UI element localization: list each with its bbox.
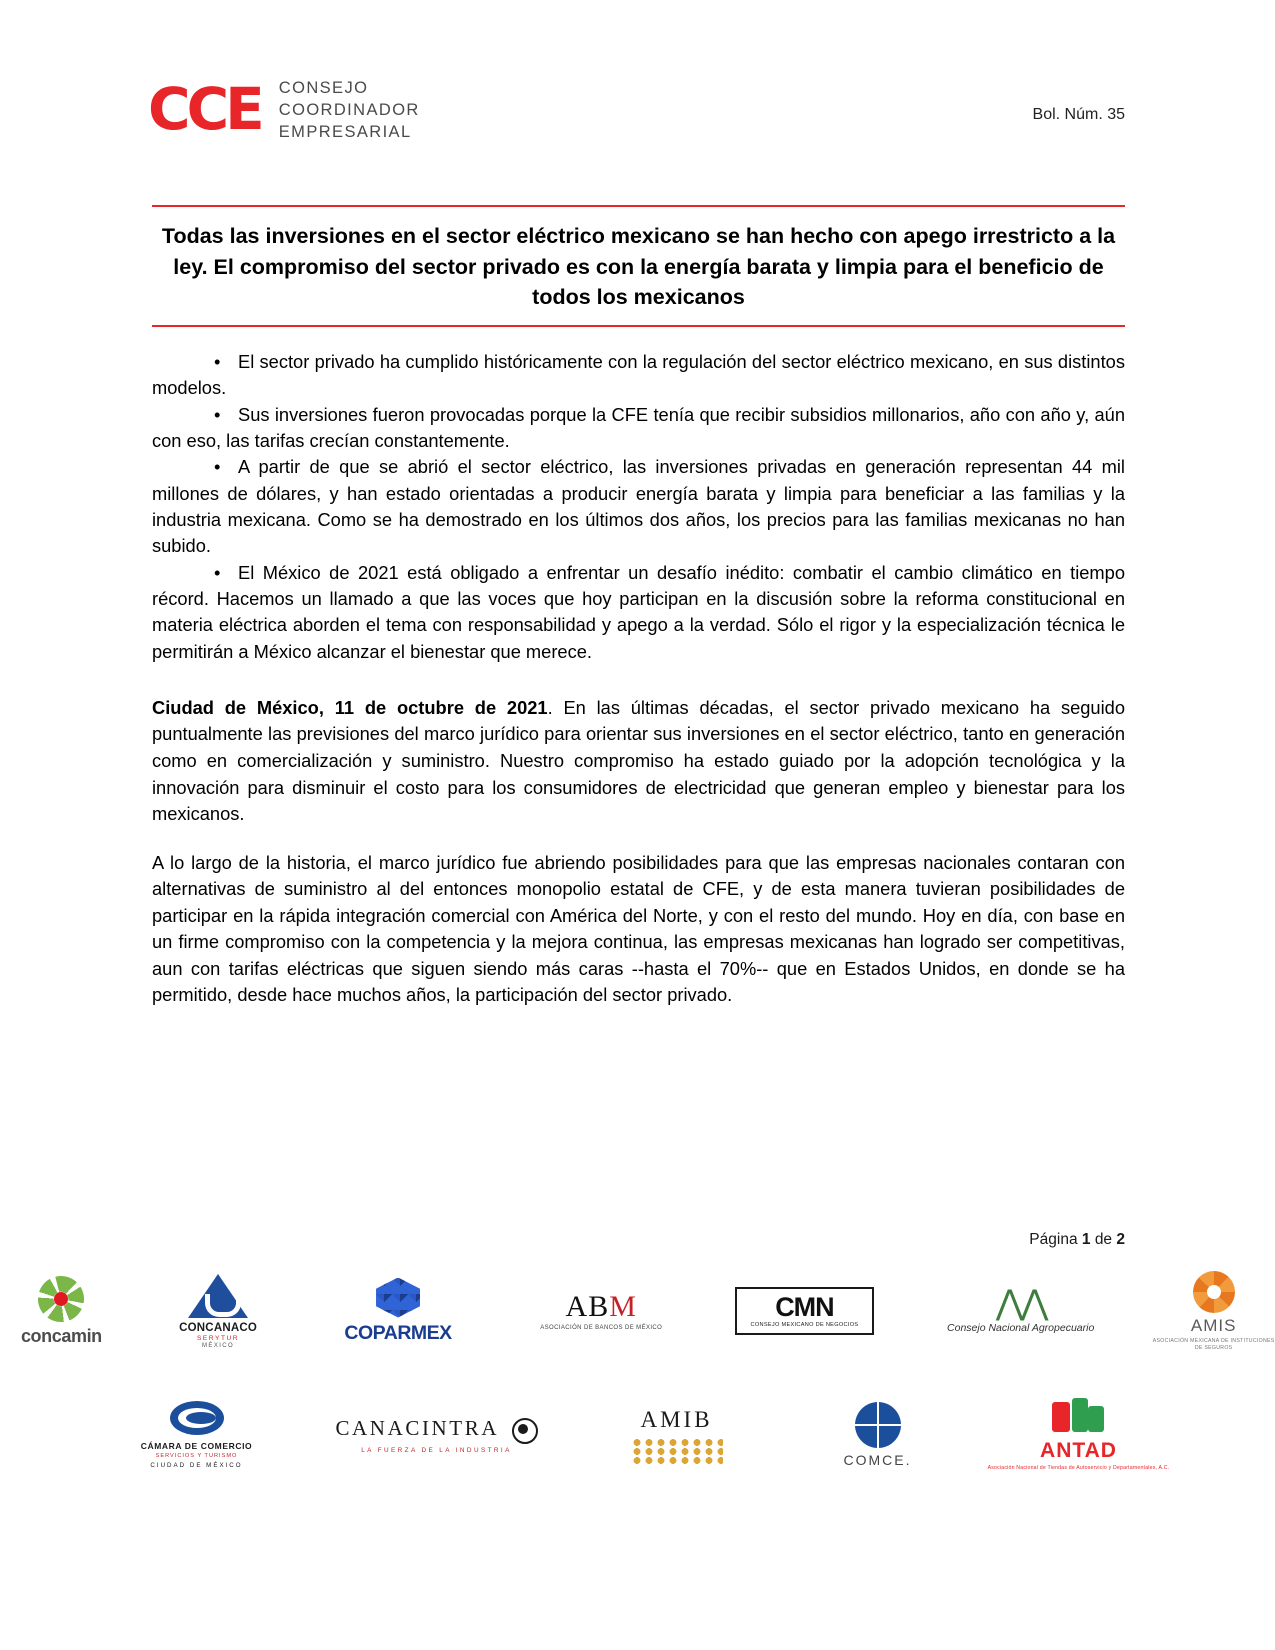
canaco-label-1: CÁMARA DE COMERCIO (140, 1441, 253, 1451)
amis-label: AMIS (1190, 1316, 1237, 1336)
comce-globe-icon (855, 1402, 901, 1448)
list-item-text: El México de 2021 está obligado a enfrentar un desafío inédito: combatir el cambio climático en tiempo récord. Hacemos un llamado a que las voces que hoy participan en la discusión sobre la reforma constitucional en materia eléctrica aborden el tema con responsabilidad y apego a la verdad. Sólo el rigor y la especialización técnica le permitirán a México alcanzar el bienestar que merece. (152, 561, 1125, 662)
logo-concamin (0, 1265, 123, 1357)
canacintra-sublabel: LA FUERZA DE LA INDUSTRIA (361, 1446, 512, 1454)
cce-logo-line-3: EMPRESARIAL (278, 122, 412, 141)
concanaco-label-3: MÉXICO (202, 1342, 235, 1349)
cmn-box (735, 1287, 875, 1335)
list-item (152, 402, 1125, 455)
antad-bars-icon (1052, 1398, 1106, 1436)
coparmex-hex-icon (376, 1278, 420, 1318)
antad-sublabel: Asociación Nacional de Tiendas de Autoservicio y Departamentales, A.C. (987, 1465, 1170, 1472)
canaco-label-3: CIUDAD DE MÉXICO (150, 1462, 243, 1469)
cmn-label: CMN (775, 1292, 834, 1323)
title-block (152, 205, 1125, 327)
canacintra-circle-icon (512, 1418, 538, 1444)
canacintra-mark (335, 1416, 537, 1444)
cce-logo (148, 74, 420, 143)
paragraph-2: A lo largo de la historia, el marco jurídico fue abriendo posibilidades para que las empresas nacionales contaran con alternativas de suministro al del entonces monopolio estatal de CFE, y de esta manera tuvieran posibilidades de participar en la rápida integración comercial con América del Norte, y con el resto del mundo. Hoy en día, con base en un firme compromiso con la competencia y la mejora continua, las empresas mexicanas han logrado ser competitivas, aun con tarifas eléctricas que siguen siendo más caras --hasta el 70%-- que en Estados Unidos, en donde se ha permitido, desde hace muchos años, la participación del sector privado. (152, 851, 1125, 1006)
amib-label: AMIB (640, 1406, 713, 1432)
list-item-text: El sector privado ha cumplido históricamente con la regulación del sector eléctrico mexicano, en sus distintos modelos. (152, 350, 1125, 399)
cce-logo-line-2: COORDINADOR (278, 100, 420, 119)
concanaco-triangle-icon (188, 1274, 248, 1318)
page-number-of: de (1094, 1231, 1113, 1248)
canaco-swirl-icon (170, 1401, 224, 1435)
logo-canacintra (332, 1389, 542, 1481)
partner-logos-row-1 (0, 1265, 1275, 1357)
logo-amis (1152, 1265, 1275, 1357)
logo-concanaco-serytur (157, 1265, 280, 1357)
comce-label: COMCE. (843, 1452, 912, 1468)
logo-consejo-nacional-agropecuario (923, 1265, 1118, 1357)
canaco-label-2: SERVICIOS Y TURISMO (155, 1453, 238, 1459)
logo-antad (988, 1389, 1170, 1481)
concamin-label: concamin (20, 1325, 102, 1346)
cna-mountains-icon: ⋀⋀ (995, 1283, 1046, 1324)
bullet-marker-icon: • (214, 350, 221, 372)
cna-label: Consejo Nacional Agropecuario (947, 1321, 1095, 1334)
list-item (152, 560, 1125, 665)
paragraph-1-text: . En las últimas décadas, el sector privado mexicano ha seguido puntualmente las previsiones del marco jurídico para orientar sus inversiones en el sector eléctrico, tanto en generación como en comercialización y suministro. Nuestro compromiso ha estado guiado por la adopción tecnológica y la innovación para disminuir el costo para los consumidores de electricidad que generan empleo y bienestar para los mexicanos. (152, 696, 1125, 825)
bullet-list (152, 349, 1125, 665)
list-item-text: Sus inversiones fueron provocadas porque la CFE tenía que recibir subsidios millonarios, año con año y, aún con eso, las tarifas crecían constantemente. (152, 403, 1125, 451)
logo-coparmex (313, 1265, 482, 1357)
logo-comce (812, 1389, 944, 1481)
page-number-total: 2 (1116, 1231, 1125, 1248)
page-number-label: Página (1029, 1231, 1078, 1248)
list-item (152, 349, 1125, 402)
bullet-marker-icon: • (214, 456, 221, 478)
logo-canaco-cdmx (106, 1389, 288, 1481)
bullet-marker-icon: • (214, 403, 221, 425)
cce-logo-words (279, 78, 420, 143)
antad-label: ANTAD (1040, 1439, 1117, 1463)
page-number (1029, 1231, 1125, 1249)
coparmex-label: COPARMEX (344, 1321, 452, 1344)
concanaco-label-1: CONCANACO (179, 1321, 257, 1334)
list-item (152, 454, 1125, 559)
page-title: Todas las inversiones en el sector eléctrico mexicano se han hecho con apego irrestricto a la ley. El compromiso del sector privado es con la energía barata y limpia para el beneficio de todos los mexicanos (161, 224, 1116, 310)
canacintra-label: CANACINTRA (335, 1416, 500, 1441)
dateline: Ciudad de México, 11 de octubre de 2021 (152, 696, 548, 718)
bullet-marker-icon: • (214, 561, 221, 583)
logo-amib (586, 1389, 768, 1481)
document-header (0, 0, 1275, 143)
logo-abm (517, 1265, 686, 1357)
amis-sublabel: ASOCIACIÓN MEXICANA DE INSTITUCIONES DE SEGUROS (1152, 1338, 1275, 1351)
list-item-text: A partir de que se abrió el sector eléctrico, las inversiones privadas en generación representan 44 mil millones de dólares, y han estado orientadas a producir energía barata y limpia para beneficiar a las familias y la industria mexicana. Como se ha demostrado en los últimos dos años, los precios para las familias mexicanas no han subido. (152, 456, 1125, 557)
concamin-gear-icon (38, 1276, 84, 1322)
logo-cmn (720, 1265, 889, 1357)
document-body (152, 349, 1125, 1009)
partner-logos-row-2 (0, 1389, 1275, 1481)
abm-mark: ABM (565, 1289, 637, 1323)
amib-dots-icon (631, 1438, 723, 1464)
abm-sublabel: ASOCIACIÓN DE BANCOS DE MÉXICO (540, 1324, 663, 1331)
paragraph-1 (152, 695, 1125, 828)
page-number-current: 1 (1081, 1231, 1091, 1248)
cce-logo-mark: CCE (148, 74, 261, 143)
amis-flower-icon (1193, 1271, 1235, 1313)
concanaco-label-2: SERYTUR (197, 1334, 240, 1342)
cce-logo-line-1: CONSEJO (278, 79, 369, 97)
cmn-sublabel: CONSEJO MEXICANO DE NEGOCIOS (750, 1322, 859, 1329)
partner-logos (0, 1265, 1275, 1481)
bulletin-number: Bol. Núm. 35 (1032, 106, 1125, 123)
